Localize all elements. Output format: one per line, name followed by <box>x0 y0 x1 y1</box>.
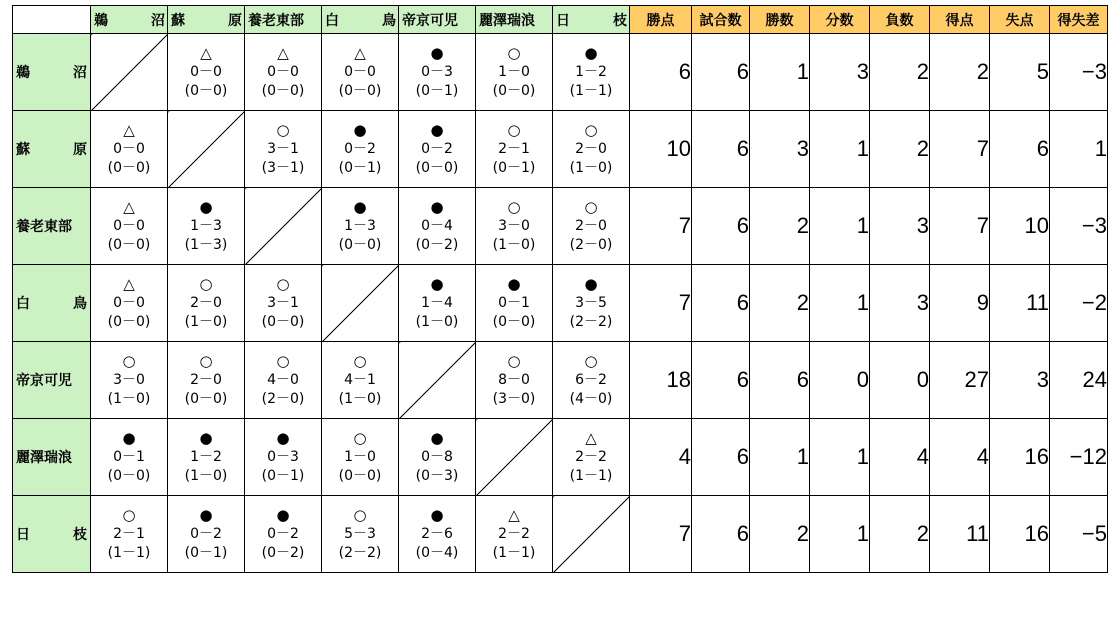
match-score: 0－0 <box>113 140 145 157</box>
match-mark: ○ <box>276 274 290 293</box>
stat-cell: 3 <box>750 111 810 188</box>
match-mark: ○ <box>584 120 598 139</box>
match-half: (0－1) <box>184 544 228 561</box>
match-half: (1－0) <box>492 236 536 253</box>
match-mark: ○ <box>353 428 367 447</box>
stat-cell: 1 <box>810 188 870 265</box>
stat-cell: 27 <box>930 342 990 419</box>
stat-cell: 6 <box>692 342 750 419</box>
self-match-cell <box>476 419 553 496</box>
match-mark: △ <box>123 197 135 216</box>
match-result-cell <box>322 188 399 265</box>
match-mark: ● <box>199 428 213 447</box>
match-mark: ○ <box>584 351 598 370</box>
match-half: (2－0) <box>261 390 305 407</box>
match-result-cell <box>322 111 399 188</box>
stat-cell: 3 <box>870 265 930 342</box>
match-half: (2－0) <box>569 236 613 253</box>
column-header-label-2: 沼 <box>151 12 165 29</box>
stat-cell: 2 <box>870 34 930 111</box>
stat-cell: 4 <box>930 419 990 496</box>
table-row <box>13 265 1108 342</box>
stat-cell: 6 <box>692 265 750 342</box>
match-mark: ○ <box>507 197 521 216</box>
match-mark: ● <box>584 43 598 62</box>
match-score: 1－2 <box>575 63 607 80</box>
match-half: (0－0) <box>415 159 459 176</box>
match-result-cell <box>399 265 476 342</box>
stat-cell: −5 <box>1050 496 1108 573</box>
match-mark: ● <box>430 505 444 524</box>
match-half: (0－0) <box>338 467 382 484</box>
match-result-cell <box>476 265 553 342</box>
match-mark: △ <box>200 43 212 62</box>
match-result-cell <box>245 111 322 188</box>
match-half: (1－3) <box>184 236 228 253</box>
match-score: 0－4 <box>421 217 453 234</box>
stat-cell: 7 <box>630 496 692 573</box>
match-half: (0－0) <box>107 236 151 253</box>
match-half: (2－2) <box>338 544 382 561</box>
match-half: (0－3) <box>415 467 459 484</box>
stat-cell: 2 <box>930 34 990 111</box>
match-half: (1－1) <box>569 467 613 484</box>
self-match-cell <box>168 111 245 188</box>
match-result-cell <box>399 496 476 573</box>
match-mark: ● <box>353 120 367 139</box>
header-row <box>13 6 1108 34</box>
match-score: 2－0 <box>190 371 222 388</box>
match-score: 2－0 <box>575 140 607 157</box>
match-result-cell <box>245 265 322 342</box>
stat-cell: 6 <box>692 34 750 111</box>
match-result-cell <box>476 111 553 188</box>
match-half: (1－0) <box>338 390 382 407</box>
match-score: 0－2 <box>190 525 222 542</box>
stat-cell: −12 <box>1050 419 1108 496</box>
match-mark: △ <box>354 43 366 62</box>
match-half: (0－0) <box>338 236 382 253</box>
match-half: (0－1) <box>492 159 536 176</box>
stat-cell: 10 <box>990 188 1050 265</box>
match-mark: ● <box>199 505 213 524</box>
match-result-cell <box>553 342 630 419</box>
column-header-stat: 負数 <box>870 6 930 34</box>
match-half: (0－0) <box>492 82 536 99</box>
column-header-stat: 勝数 <box>750 6 810 34</box>
stat-cell: 5 <box>990 34 1050 111</box>
match-score: 1－4 <box>421 294 453 311</box>
column-header-label: 蘇 <box>171 12 185 29</box>
column-header-stat: 失点 <box>990 6 1050 34</box>
match-half: (1－0) <box>569 159 613 176</box>
row-header-team <box>13 188 91 265</box>
match-half: (0－0) <box>184 390 228 407</box>
match-half: (0－0) <box>107 467 151 484</box>
self-match-cell <box>399 342 476 419</box>
match-score: 2－1 <box>113 525 145 542</box>
stat-cell: 6 <box>692 419 750 496</box>
stat-cell: 0 <box>870 342 930 419</box>
match-half: (0－0) <box>492 313 536 330</box>
stat-cell: 1 <box>750 34 810 111</box>
stat-cell: 6 <box>692 188 750 265</box>
column-header-team <box>476 6 553 34</box>
stat-cell: 2 <box>750 496 810 573</box>
match-result-cell <box>322 496 399 573</box>
match-result-cell <box>168 419 245 496</box>
match-mark: ○ <box>122 351 136 370</box>
stat-cell: −3 <box>1050 34 1108 111</box>
column-header-team <box>168 6 245 34</box>
match-score: 2－0 <box>190 294 222 311</box>
column-header-team <box>322 6 399 34</box>
stat-cell: 3 <box>990 342 1050 419</box>
match-score: 0－3 <box>421 63 453 80</box>
stat-cell: 16 <box>990 419 1050 496</box>
match-half: (0－1) <box>338 159 382 176</box>
match-score: 0－0 <box>344 63 376 80</box>
stat-cell: 0 <box>810 342 870 419</box>
column-header-label: 養老東部 <box>248 12 304 29</box>
stat-cell: 7 <box>930 188 990 265</box>
match-mark: ● <box>584 274 598 293</box>
column-header-stat: 分数 <box>810 6 870 34</box>
match-result-cell <box>553 111 630 188</box>
match-mark: ○ <box>507 43 521 62</box>
match-half: (1－1) <box>492 544 536 561</box>
stat-cell: −3 <box>1050 188 1108 265</box>
match-score: 0－2 <box>344 140 376 157</box>
row-header-label: 養老東部 <box>16 219 72 235</box>
match-result-cell <box>91 265 168 342</box>
match-half: (0－0) <box>261 82 305 99</box>
match-result-cell <box>245 342 322 419</box>
match-half: (0－1) <box>415 82 459 99</box>
column-header-label: 帝京可児 <box>402 12 458 29</box>
match-result-cell <box>399 111 476 188</box>
match-result-cell <box>91 419 168 496</box>
match-score: 2－6 <box>421 525 453 542</box>
stat-cell: 7 <box>930 111 990 188</box>
match-mark: ● <box>276 505 290 524</box>
self-match-cell <box>553 496 630 573</box>
match-result-cell <box>553 34 630 111</box>
stat-cell: 1 <box>750 419 810 496</box>
row-header-label: 蘇 <box>16 142 30 158</box>
match-mark: △ <box>585 428 597 447</box>
stat-cell: 16 <box>990 496 1050 573</box>
match-half: (0－4) <box>415 544 459 561</box>
match-mark: ● <box>122 428 136 447</box>
self-match-cell <box>322 265 399 342</box>
match-result-cell <box>476 188 553 265</box>
row-header-team <box>13 342 91 419</box>
row-header-team <box>13 265 91 342</box>
match-mark: ○ <box>507 351 521 370</box>
table-row <box>13 188 1108 265</box>
match-half: (0－0) <box>107 159 151 176</box>
match-half: (0－2) <box>415 236 459 253</box>
match-mark: ● <box>430 197 444 216</box>
column-header-label: 白 <box>325 12 339 29</box>
column-header-label: 鵜 <box>94 12 108 29</box>
stat-cell: 24 <box>1050 342 1108 419</box>
column-header-label: 麗澤瑞浪 <box>479 12 535 29</box>
column-header-label-2: 原 <box>228 12 242 29</box>
stat-cell: 2 <box>750 188 810 265</box>
match-score: 1－0 <box>344 448 376 465</box>
match-mark: ○ <box>122 505 136 524</box>
match-result-cell <box>245 419 322 496</box>
match-half: (1－0) <box>415 313 459 330</box>
stat-cell: 6 <box>750 342 810 419</box>
match-score: 3－5 <box>575 294 607 311</box>
match-score: 0－0 <box>113 217 145 234</box>
stat-cell: 11 <box>990 265 1050 342</box>
league-standings-table <box>12 5 1108 573</box>
match-result-cell <box>476 496 553 573</box>
stat-cell: 1 <box>810 496 870 573</box>
match-score: 0－0 <box>190 63 222 80</box>
match-score: 4－1 <box>344 371 376 388</box>
row-header-team <box>13 34 91 111</box>
match-mark: ● <box>430 274 444 293</box>
column-header-team <box>553 6 630 34</box>
match-mark: ○ <box>353 351 367 370</box>
row-header-team <box>13 496 91 573</box>
match-mark: ○ <box>584 197 598 216</box>
stat-cell: 1 <box>810 111 870 188</box>
stat-cell: 18 <box>630 342 692 419</box>
match-score: 0－1 <box>498 294 530 311</box>
match-score: 1－0 <box>498 63 530 80</box>
match-result-cell <box>399 419 476 496</box>
row-header-label-2: 原 <box>73 142 87 158</box>
match-score: 4－0 <box>267 371 299 388</box>
stat-cell: 1 <box>1050 111 1108 188</box>
row-header-label: 白 <box>16 296 30 312</box>
match-half: (4－0) <box>569 390 613 407</box>
match-score: 3－0 <box>113 371 145 388</box>
match-mark: ● <box>199 197 213 216</box>
table-row <box>13 496 1108 573</box>
stat-cell: 3 <box>810 34 870 111</box>
stat-cell: 6 <box>990 111 1050 188</box>
match-score: 2－2 <box>575 448 607 465</box>
column-header-team <box>245 6 322 34</box>
match-result-cell <box>322 419 399 496</box>
match-score: 6－2 <box>575 371 607 388</box>
match-mark: ○ <box>199 274 213 293</box>
match-result-cell <box>553 419 630 496</box>
match-score: 0－0 <box>113 294 145 311</box>
match-half: (1－1) <box>107 544 151 561</box>
match-result-cell <box>476 342 553 419</box>
match-half: (0－0) <box>338 82 382 99</box>
match-mark: △ <box>123 274 135 293</box>
column-header-label: 日 <box>556 12 570 29</box>
match-mark: ● <box>430 120 444 139</box>
stat-cell: 2 <box>870 111 930 188</box>
match-mark: ○ <box>353 505 367 524</box>
stat-cell: 2 <box>870 496 930 573</box>
match-mark: △ <box>123 120 135 139</box>
column-header-team <box>91 6 168 34</box>
row-header-label: 鵜 <box>16 65 30 81</box>
match-half: (2－2) <box>569 313 613 330</box>
stat-cell: 3 <box>870 188 930 265</box>
match-score: 3－1 <box>267 140 299 157</box>
match-result-cell <box>245 34 322 111</box>
table-row <box>13 34 1108 111</box>
match-mark: ● <box>430 43 444 62</box>
row-header-team <box>13 111 91 188</box>
match-half: (1－1) <box>569 82 613 99</box>
stat-cell: 11 <box>930 496 990 573</box>
match-result-cell <box>245 496 322 573</box>
match-half: (3－1) <box>261 159 305 176</box>
row-header-label-2: 沼 <box>73 65 87 81</box>
match-result-cell <box>91 496 168 573</box>
match-score: 2－2 <box>498 525 530 542</box>
row-header-label-2: 枝 <box>73 527 87 543</box>
match-score: 0－8 <box>421 448 453 465</box>
column-header-stat: 得失差 <box>1050 6 1108 34</box>
match-half: (1－0) <box>184 313 228 330</box>
match-score: 0－1 <box>113 448 145 465</box>
match-result-cell <box>553 188 630 265</box>
match-mark: ● <box>353 197 367 216</box>
stat-cell: 1 <box>810 265 870 342</box>
column-header-team <box>399 6 476 34</box>
table-row <box>13 111 1108 188</box>
self-match-cell <box>91 34 168 111</box>
match-mark: ● <box>430 428 444 447</box>
stat-cell: 7 <box>630 188 692 265</box>
match-mark: ○ <box>276 351 290 370</box>
match-score: 1－2 <box>190 448 222 465</box>
match-half: (0－0) <box>184 82 228 99</box>
match-mark: ○ <box>507 120 521 139</box>
match-result-cell <box>168 496 245 573</box>
corner-cell <box>13 6 91 34</box>
match-mark: ○ <box>199 351 213 370</box>
match-mark: ● <box>276 428 290 447</box>
table-body <box>13 34 1108 573</box>
match-score: 8－0 <box>498 371 530 388</box>
match-score: 0－0 <box>267 63 299 80</box>
stat-cell: 2 <box>750 265 810 342</box>
stat-cell: 1 <box>810 419 870 496</box>
match-result-cell <box>476 34 553 111</box>
stat-cell: 4 <box>630 419 692 496</box>
stat-cell: −2 <box>1050 265 1108 342</box>
row-header-label: 麗澤瑞浪 <box>16 450 72 466</box>
row-header-label: 帝京可児 <box>16 373 72 389</box>
match-half: (0－2) <box>261 544 305 561</box>
match-score: 0－2 <box>267 525 299 542</box>
match-result-cell <box>91 188 168 265</box>
match-mark: ● <box>507 274 521 293</box>
match-half: (0－1) <box>261 467 305 484</box>
column-header-stat: 試合数 <box>692 6 750 34</box>
stat-cell: 6 <box>692 111 750 188</box>
match-score: 3－0 <box>498 217 530 234</box>
stat-cell: 4 <box>870 419 930 496</box>
match-mark: ○ <box>276 120 290 139</box>
column-header-label-2: 鳥 <box>382 12 396 29</box>
match-result-cell <box>168 188 245 265</box>
match-result-cell <box>91 111 168 188</box>
table-row <box>13 419 1108 496</box>
match-score: 0－3 <box>267 448 299 465</box>
column-header-stat: 得点 <box>930 6 990 34</box>
stat-cell: 9 <box>930 265 990 342</box>
match-score: 3－1 <box>267 294 299 311</box>
match-mark: △ <box>277 43 289 62</box>
match-half: (1－0) <box>107 390 151 407</box>
match-half: (0－0) <box>261 313 305 330</box>
match-half: (3－0) <box>492 390 536 407</box>
match-score: 1－3 <box>190 217 222 234</box>
match-result-cell <box>168 34 245 111</box>
match-score: 1－3 <box>344 217 376 234</box>
match-score: 2－0 <box>575 217 607 234</box>
self-match-cell <box>245 188 322 265</box>
row-header-label-2: 鳥 <box>73 296 87 312</box>
stat-cell: 10 <box>630 111 692 188</box>
row-header-team <box>13 419 91 496</box>
table-row <box>13 342 1108 419</box>
stat-cell: 6 <box>692 496 750 573</box>
match-score: 0－2 <box>421 140 453 157</box>
column-header-stat: 勝点 <box>630 6 692 34</box>
match-score: 2－1 <box>498 140 530 157</box>
match-result-cell <box>322 342 399 419</box>
row-header-label: 日 <box>16 527 30 543</box>
match-result-cell <box>168 342 245 419</box>
match-mark: △ <box>508 505 520 524</box>
match-score: 5－3 <box>344 525 376 542</box>
match-result-cell <box>553 265 630 342</box>
column-header-label-2: 枝 <box>613 12 627 29</box>
stat-cell: 7 <box>630 265 692 342</box>
match-half: (1－0) <box>184 467 228 484</box>
stat-cell: 6 <box>630 34 692 111</box>
match-result-cell <box>399 34 476 111</box>
match-result-cell <box>399 188 476 265</box>
match-half: (0－0) <box>107 313 151 330</box>
match-result-cell <box>322 34 399 111</box>
match-result-cell <box>91 342 168 419</box>
match-result-cell <box>168 265 245 342</box>
